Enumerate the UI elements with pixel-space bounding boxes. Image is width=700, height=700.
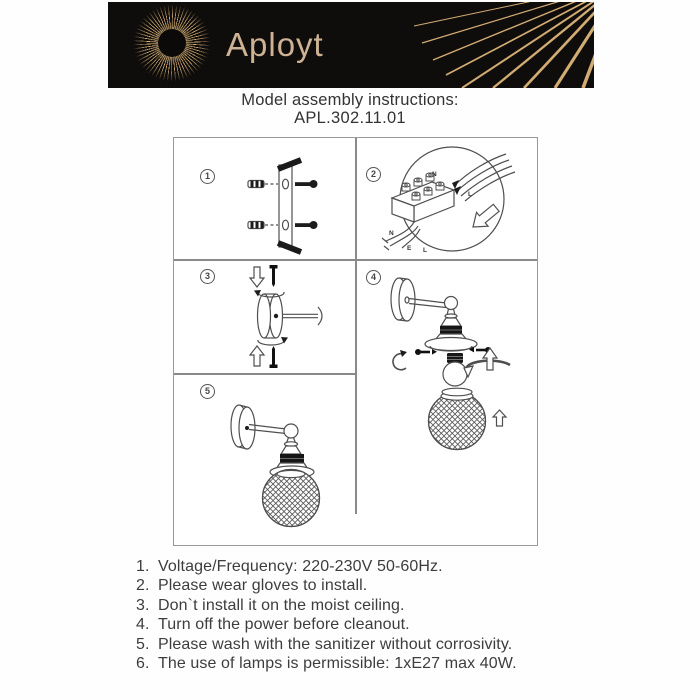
instruction-number: 6. [136, 655, 150, 673]
instruction-item [136, 576, 596, 595]
wiring-detail-diagram [356, 138, 537, 259]
panel-number-2: 2 [366, 167, 381, 182]
instruction-item [136, 654, 596, 673]
fixture-assembly-diagram [356, 260, 537, 514]
svg-text:E: E [407, 245, 412, 252]
instruction-number: 4. [136, 616, 150, 634]
instruction-text: Don`t install it on the moist ceiling. [158, 596, 405, 614]
instruction-item [136, 557, 596, 576]
brand-banner [108, 2, 594, 88]
corner-rays-icon [108, 2, 594, 88]
panel-number-5: 5 [200, 384, 215, 399]
instructions-list [136, 557, 596, 673]
instruction-text: The use of lamps is permissible: 1xE27 max 40W. [158, 655, 517, 673]
instruction-text: Voltage/Frequency: 220-230V 50-60Hz. [158, 558, 443, 575]
instruction-number: 2. [136, 577, 150, 595]
instruction-text: Turn off the power before cleanout. [158, 616, 410, 634]
panel-number-4: 4 [366, 270, 381, 285]
canopy-diagram [174, 260, 355, 373]
instruction-item [136, 635, 596, 654]
panel-number-3: 3 [200, 269, 215, 284]
instruction-text: Please wear gloves to install. [158, 577, 368, 595]
brand-name: Aployt [226, 26, 324, 63]
svg-text:N: N [389, 230, 394, 237]
instruction-item [136, 596, 596, 615]
instruction-item [136, 615, 596, 634]
svg-text:L: L [468, 191, 472, 198]
svg-text:N: N [432, 171, 437, 178]
page-title: Model assembly instructions: [241, 91, 459, 109]
bracket-diagram [174, 138, 355, 259]
svg-text:L: L [423, 247, 427, 254]
assembly-diagram-box [173, 137, 538, 546]
instruction-number: 5. [136, 635, 150, 653]
instruction-number: 3. [136, 596, 150, 614]
panel-number-1: 1 [200, 169, 215, 184]
model-number: APL.302.11.01 [294, 109, 406, 127]
assembled-lamp-diagram [174, 374, 355, 545]
instruction-number: 1. [136, 558, 150, 575]
instruction-text: Please wash with the sanitizer without corrosivity. [158, 635, 513, 653]
